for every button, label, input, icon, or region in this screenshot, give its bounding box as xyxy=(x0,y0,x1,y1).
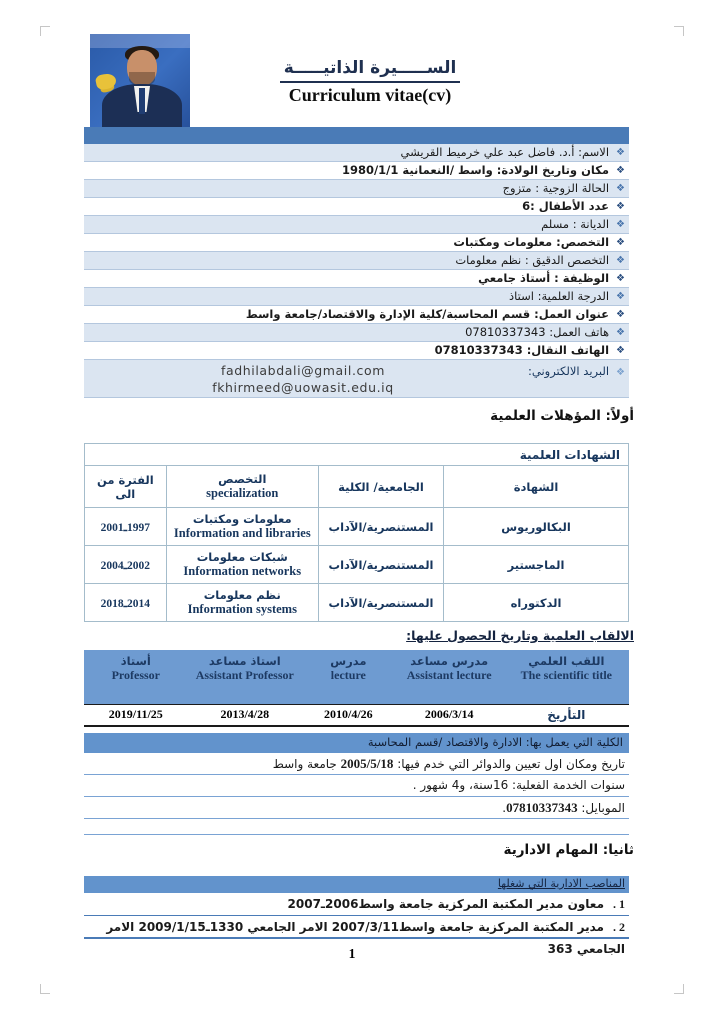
specialization-en: Information systems xyxy=(187,602,297,616)
title-ar: مدرس xyxy=(330,654,367,668)
scientific-titles-table xyxy=(84,650,629,727)
column-scientific-title xyxy=(504,650,629,704)
diamond-bullet-icon: ❖ xyxy=(616,219,625,230)
column-header-specialization-en: specialization xyxy=(206,486,279,500)
qualification-row-phd xyxy=(85,584,629,622)
section-heading-admin-tasks: ثانيا: المهام الادارية xyxy=(503,842,634,858)
date-row-label: التأريخ xyxy=(504,704,629,726)
specialization-ar: معلومات ومكتبات xyxy=(192,512,292,526)
title-en: Assistant lecture xyxy=(406,668,492,682)
profile-photo xyxy=(90,34,190,127)
diamond-bullet-icon: ❖ xyxy=(616,327,625,338)
period-cell: 1997ـ2001 xyxy=(85,508,167,546)
column-header-specialization-ar: التخصص xyxy=(218,472,267,486)
column-header-university: الجامعية/ الكلية xyxy=(318,466,443,508)
section-heading-qualifications: أولاً: المؤهلات العلمية xyxy=(490,408,634,424)
title-en: lecture xyxy=(330,668,366,682)
personal-info-text: الهاتف النقال: 07810337343 xyxy=(434,343,610,357)
admin-position-text: معاون مدير المكتبة المركزية جامعة واسط2006ـ2007 xyxy=(287,897,604,911)
photo-person-tie xyxy=(139,88,145,114)
section-heading-scientific-titles: الالقاب العلمية وتاريخ الحصول عليها: xyxy=(406,628,634,643)
first-appointment-date: 2005/5/18 xyxy=(340,756,394,771)
diamond-bullet-icon: ❖ xyxy=(616,183,625,194)
titles-header-row xyxy=(84,650,629,704)
university-cell: المستنصرية/الآداب xyxy=(318,546,443,584)
personal-info-text: الديانة : مسلم xyxy=(541,217,610,231)
column-lecturer xyxy=(302,650,395,704)
document-title-english: Curriculum vitae(cv) xyxy=(288,85,452,105)
period-cell: 2002ـ2004 xyxy=(85,546,167,584)
specialization-cell xyxy=(166,546,318,584)
date-assistant-lecturer: 2006/3/14 xyxy=(395,704,504,726)
title-en: Professor xyxy=(111,668,160,682)
column-professor xyxy=(84,650,188,704)
specialization-ar: شبكات معلومات xyxy=(196,550,288,564)
column-assistant-professor xyxy=(188,650,302,704)
personal-info-text: عنوان العمل: قسم المحاسبة/كلية الإدارة والاقتصاد/جامعة واسط xyxy=(245,307,610,321)
qualification-row-master xyxy=(85,546,629,584)
personal-info-row-birth xyxy=(84,162,629,180)
list-item-number: 1 . xyxy=(613,897,625,911)
period-cell: 2014ـ2018 xyxy=(85,584,167,622)
column-header-period: الفترة من الى xyxy=(85,466,167,508)
document-title-arabic: الســـــيرة الذاتيـــــة xyxy=(280,58,461,83)
personal-info-row-mobile-phone xyxy=(84,342,629,360)
work-info-block xyxy=(84,733,629,835)
admin-position-item xyxy=(84,916,629,956)
diamond-bullet-icon: ❖ xyxy=(616,201,625,212)
column-header-specialization xyxy=(166,466,318,508)
university-cell: المستنصرية/الآداب xyxy=(318,584,443,622)
personal-info-row-sub-specialty xyxy=(84,252,629,270)
diamond-bullet-icon: ❖ xyxy=(616,255,625,266)
date-assistant-professor: 2013/4/28 xyxy=(188,704,302,726)
list-item-number: 2 . xyxy=(613,920,625,934)
text-boundary-mark xyxy=(40,26,50,36)
personal-info-row-email xyxy=(84,360,629,398)
personal-info-row-name xyxy=(84,144,629,162)
university-cell: المستنصرية/الآداب xyxy=(318,508,443,546)
diamond-bullet-icon: ❖ xyxy=(616,237,625,248)
personal-info-text: الحالة الزوجية : متزوج xyxy=(502,181,610,195)
diamond-bullet-icon: ❖ xyxy=(616,147,625,158)
personal-info-row-work-address xyxy=(84,306,629,324)
empty-line xyxy=(84,819,629,835)
first-appointment-place: جامعة واسط xyxy=(272,757,341,771)
mobile-label: الموبايل: xyxy=(577,801,625,815)
college-bar: الكلية التي يعمل بها: الادارة والاقتصاد /قسم المحاسبة xyxy=(84,733,629,753)
specialization-cell xyxy=(166,508,318,546)
table-title-row xyxy=(85,444,629,466)
titles-dates-row xyxy=(84,704,629,726)
degree-cell: الماجستير xyxy=(444,546,629,584)
specialization-en: Information networks xyxy=(183,564,302,578)
title-ar: أستاذ xyxy=(120,654,151,668)
specialization-ar: نظم معلومات xyxy=(203,588,281,602)
column-assistant-lecturer xyxy=(395,650,504,704)
diamond-bullet-icon: ❖ xyxy=(616,165,625,176)
personal-info-row-job xyxy=(84,270,629,288)
personal-info-row-religion xyxy=(84,216,629,234)
personal-info-row-work-phone xyxy=(84,324,629,342)
personal-info-table xyxy=(84,127,629,398)
personal-info-header-bar xyxy=(84,127,629,144)
email-address-2: fkhirmeed@uowasit.edu.iq xyxy=(212,380,394,395)
specialization-en: Information and libraries xyxy=(173,526,311,540)
diamond-bullet-icon: ❖ xyxy=(616,345,625,356)
personal-info-row-degree xyxy=(84,288,629,306)
title-ar: اللقب العلمي xyxy=(528,654,605,668)
degree-cell: البكالوريوس xyxy=(444,508,629,546)
personal-info-text: التخصص الدقيق : نظم معلومات xyxy=(455,253,610,267)
mobile-number: 07810337343 xyxy=(506,800,578,815)
personal-info-text: عدد الأطفال :6 xyxy=(522,199,610,213)
diamond-bullet-icon: ❖ xyxy=(616,309,625,320)
diamond-bullet-icon: ❖ xyxy=(616,367,625,378)
qualifications-table-title: الشهادات العلمية xyxy=(85,444,629,466)
degree-cell: الدكتوراه xyxy=(444,584,629,622)
diamond-bullet-icon: ❖ xyxy=(616,273,625,284)
qualification-row-bachelor xyxy=(85,508,629,546)
personal-info-row-specialty xyxy=(84,234,629,252)
personal-info-text: مكان وتاريخ الولادة: واسط /النعمانية 1980/1/1 xyxy=(341,163,610,177)
page-number: 1 xyxy=(348,946,356,961)
email-label: البريد الالكتروني: xyxy=(527,364,610,378)
service-years-line: سنوات الخدمة الفعلية: 16سنة، و4 شهور . xyxy=(84,775,629,797)
admin-positions-table xyxy=(84,876,629,956)
personal-info-row-children xyxy=(84,198,629,216)
specialization-cell xyxy=(166,584,318,622)
text-boundary-mark xyxy=(674,26,684,36)
personal-info-text: الاسم: أ.د. فاضل عبد علي خرميط القريشي xyxy=(400,145,610,159)
personal-info-text: الدرجة العلمية: استاذ xyxy=(509,289,610,303)
first-appointment-label: تاريخ ومكان اول تعيين والدوائر التي خدم فيها: xyxy=(393,757,625,771)
admin-position-text: مدير المكتبة المركزية جامعة واسط2007/3/11 الامر الجامعي 1330ـ2009/1/15 الامر الجامعي 363 xyxy=(106,920,625,956)
qualifications-table xyxy=(84,443,629,622)
personal-info-row-marital xyxy=(84,180,629,198)
date-lecturer: 2010/4/26 xyxy=(302,704,395,726)
mobile-line xyxy=(84,797,629,819)
title-en: Assistant Professor xyxy=(195,668,294,682)
admin-positions-bar: المناصب الادارية التي شغلها xyxy=(84,876,629,893)
qualifications-header-row xyxy=(85,466,629,508)
admin-position-item xyxy=(84,893,629,916)
email-addresses xyxy=(88,362,518,396)
text-boundary-mark xyxy=(40,984,50,994)
title-ar: مدرس مساعد xyxy=(410,654,489,668)
date-professor: 2019/11/25 xyxy=(84,704,188,726)
personal-info-text: التخصص: معلومات ومكتبات xyxy=(453,235,610,249)
personal-info-text: الوظيفة : أستاذ جامعي xyxy=(478,271,610,285)
document-title-block xyxy=(248,58,492,106)
first-appointment-line xyxy=(84,753,629,775)
text-boundary-mark xyxy=(674,984,684,994)
title-en: The scientific title xyxy=(520,668,612,682)
personal-info-text: هاتف العمل: 07810337343 xyxy=(465,325,610,339)
mobile-suffix: . xyxy=(502,801,507,815)
email-address-1: fadhilabdali@gmail.com xyxy=(220,363,386,378)
diamond-bullet-icon: ❖ xyxy=(616,291,625,302)
title-ar: استاذ مساعد xyxy=(208,654,281,668)
column-header-degree: الشهادة xyxy=(444,466,629,508)
